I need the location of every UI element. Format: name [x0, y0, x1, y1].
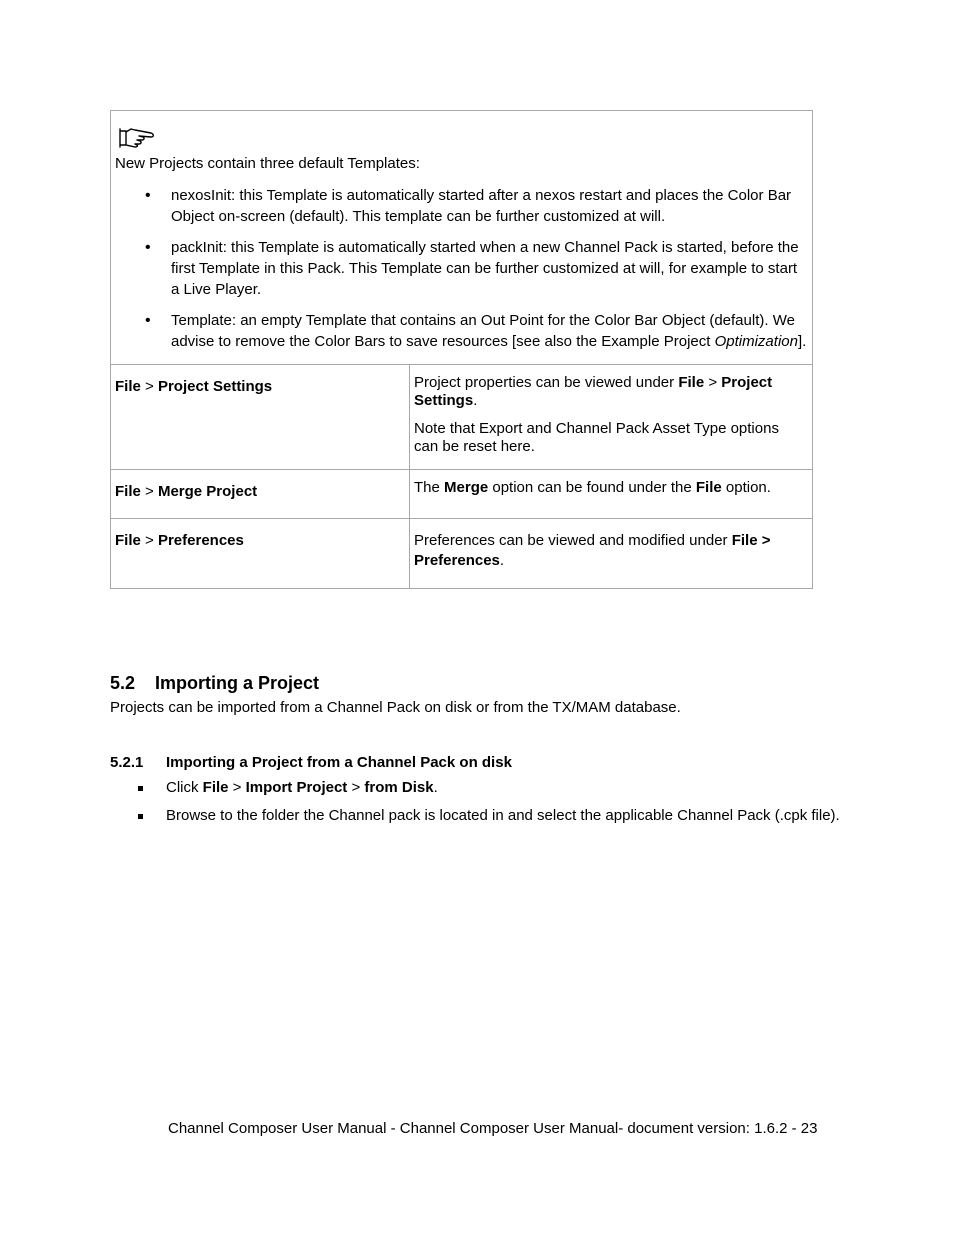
list-item: • packInit: this Template is automatically started when a new Channel Pack is started, before the first Template in this Pack. This Template can be further customized at will, for example to start a Live Player.: [115, 237, 807, 300]
table-row: [111, 519, 812, 588]
description-cell: Preferences can be viewed and modified under File > Preferences.: [414, 532, 771, 569]
note-section: [111, 111, 812, 365]
note-intro: New Projects contain three default Templates:: [115, 155, 420, 172]
page-footer: Channel Composer User Manual - Channel Composer User Manual- document version: 1.6.2 - 23: [168, 1120, 818, 1137]
list-item: • nexosInit: this Template is automatically started after a nexos restart and places the Color Bar Object on-screen (default). This template can be further customized at will.: [115, 185, 807, 227]
description-cell: The Merge option can be found under the File option.: [414, 479, 771, 496]
list-item: Click File > Import Project > from Disk.: [110, 779, 850, 796]
note-box: [110, 110, 813, 589]
table-row: [111, 365, 812, 470]
section-body: Projects can be imported from a Channel Pack on disk or from the TX/MAM database.: [110, 699, 681, 716]
subsection-heading: 5.2.1 Importing a Project from a Channel Pack on disk: [110, 754, 512, 771]
list-item: Browse to the folder the Channel pack is located in and select the applicable Channel Pack (.cpk file).: [110, 807, 850, 824]
menu-path-cell: File > Merge Project: [111, 470, 410, 518]
list-item: • Template: an empty Template that contains an Out Point for the Color Bar Object (default). We advise to remove the Color Bars to save resources [see also the Example Project Optimization].: [115, 310, 807, 352]
pointing-hand-icon: [117, 125, 157, 151]
section-heading: 5.2 Importing a Project: [110, 673, 320, 693]
menu-path-cell: File > Project Settings: [111, 365, 410, 469]
template-list: [115, 185, 807, 352]
step-list: [110, 779, 850, 835]
table-row: [111, 470, 812, 519]
menu-path-cell: File > Preferences: [111, 519, 410, 588]
description-cell: Project properties can be viewed under File > Project Settings. Note that Export and Channel Pack Asset Type options can be reset here.: [414, 374, 779, 455]
